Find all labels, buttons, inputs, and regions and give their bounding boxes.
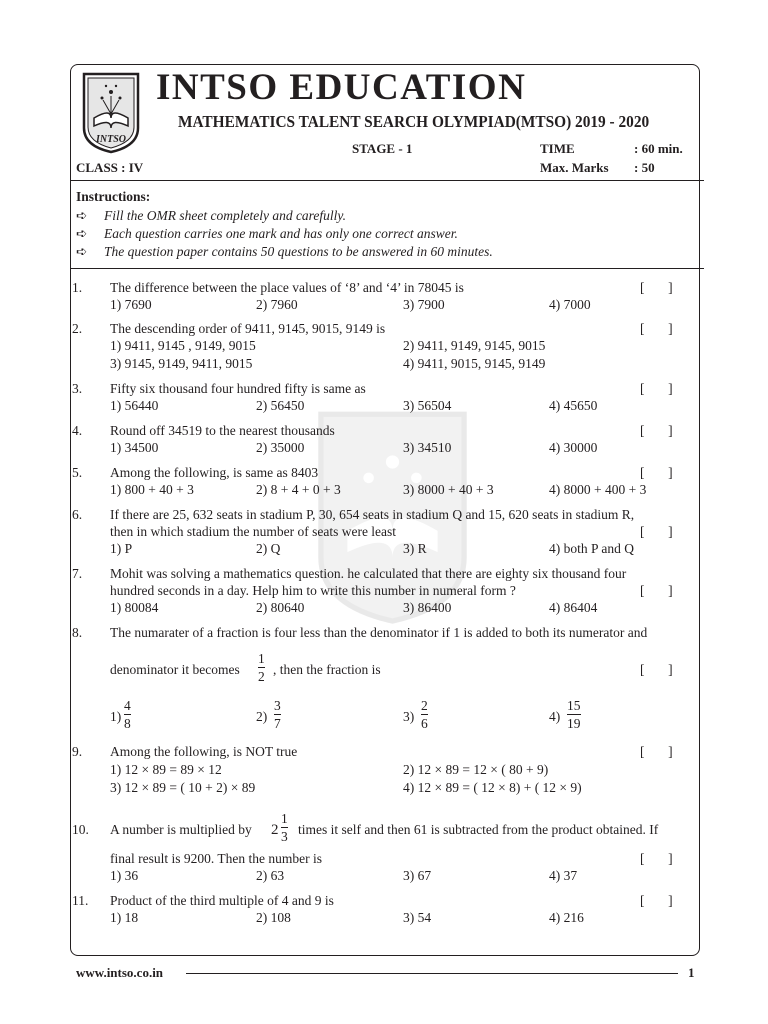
option-fraction: 4 8 [124,698,131,731]
option: 2) 35000 [256,440,305,455]
exam-subtitle: MATHEMATICS TALENT SEARCH OLYMPIAD(MTSO) 2019 - 2020 [178,112,650,131]
question-text: If there are 25, 632 seats in stadium P, 30, 654 seats in stadium Q and 15, 620 seats in stadium R, [110,507,635,522]
option: 1) 7690 [110,297,152,312]
question-number: 10. [72,822,89,837]
option: 3) 8000 + 40 + 3 [403,482,494,497]
answer-bracket: [ ] [640,321,673,336]
option: 3) 86400 [403,600,452,615]
arrow-icon: ➪ [76,244,88,259]
footer-website-link[interactable]: www.intso.co.in [76,965,164,980]
instruction-item: ➪ The question paper contains 50 questions to be answered in 60 minutes. [76,244,493,259]
option: 1) 34500 [110,440,159,455]
option: 4) 30000 [549,440,598,455]
question-text: Among the following, is same as 8403 [110,465,319,480]
option: 2) 7960 [256,297,298,312]
option: 3) 34510 [403,440,452,455]
footer-rule [186,973,678,974]
arrow-icon: ➪ [76,208,88,223]
option: 1) 56440 [110,398,159,413]
question-number: 6. [72,507,83,522]
answer-bracket: [ ] [640,893,673,908]
answer-bracket: [ ] [640,851,673,866]
option: 3) 54 [403,910,432,925]
option: 3) 56504 [403,398,452,413]
instruction-item: ➪ Fill the OMR sheet completely and carefully. [76,208,347,223]
question-number: 2. [72,321,83,336]
question-number: 3. [72,381,83,396]
instructions-divider [70,268,704,269]
brand-title: INTSO EDUCATION [156,67,527,108]
answer-bracket: [ ] [640,662,673,677]
question-number: 4. [72,423,83,438]
option: 2) 63 [256,868,285,883]
option: 2) 9411, 9149, 9145, 9015 [403,338,546,353]
answer-bracket: [ ] [640,280,673,295]
option-fraction: 3 7 [274,698,281,731]
question-text: Product of the third multiple of 4 and 9 is [110,893,334,908]
question-text: Among the following, is NOT true [110,744,298,759]
option: 2) 8 + 4 + 0 + 3 [256,482,341,497]
option: 3) 9145, 9149, 9411, 9015 [110,356,253,371]
option: 4) 86404 [549,600,598,615]
option: 1) 36 [110,868,139,883]
option: 2) Q [256,541,281,556]
header-divider [70,180,704,181]
option: 4) 7000 [549,297,591,312]
option: 1) 18 [110,910,139,925]
answer-bracket: [ ] [640,381,673,396]
option: 2) 56450 [256,398,305,413]
time-label: TIME [540,141,575,156]
option: 4) 216 [549,910,584,925]
option-label: 3) [403,709,415,724]
class-label: CLASS : IV [76,160,144,175]
question-text: The numarater of a fraction is four less than the denominator if 1 is added to both its numerator and [110,625,648,640]
option-fraction: 2 6 [421,698,428,731]
option: 4) 45650 [549,398,598,413]
svg-text:INTSO: INTSO [95,134,127,145]
time-value: : 60 min. [634,141,683,156]
question-text: Fifty six thousand four hundred fifty is same as [110,381,366,396]
instructions-title: Instructions: [76,189,151,204]
option: 1) 9411, 9145 , 9149, 9015 [110,338,256,353]
option: 3) 7900 [403,297,445,312]
question-number: 9. [72,744,83,759]
question-number: 5. [72,465,83,480]
question-text: The difference between the place values of ‘8’ and ‘4’ in 78045 is [110,280,464,295]
question-text-line2-end: , then the fraction is [273,662,381,677]
mixed-number-whole: 2 [271,822,279,838]
option: 2) 80640 [256,600,305,615]
option: 4) 9411, 9015, 9145, 9149 [403,356,546,371]
option: 1) 800 + 40 + 3 [110,482,194,497]
question-text-line2: hundred seconds in a day. Help him to write this number in numeral form ? [110,583,516,598]
option: 4) 37 [549,868,578,883]
marks-label: Max. Marks [540,160,609,175]
question-text-line2: final result is 9200. Then the number is [110,851,322,866]
mixed-number-fraction: 1 3 [281,811,288,844]
answer-bracket: [ ] [640,465,673,480]
option: 1) 12 × 89 = 89 × 12 [110,762,222,777]
option-fraction: 15 19 [567,698,581,731]
option-label: 4) [549,709,561,724]
instruction-item: ➪ Each question carries one mark and has only one correct answer. [76,226,458,241]
arrow-icon: ➪ [76,226,88,241]
fraction: 1 2 [258,651,265,684]
option-label: 1) [110,709,122,724]
question-text: The descending order of 9411, 9145, 9015, 9149 is [110,321,386,336]
option: 2) 108 [256,910,291,925]
marks-value: : 50 [634,160,655,175]
question-text: Round off 34519 to the nearest thousands [110,423,335,438]
answer-bracket: [ ] [640,744,673,759]
page-number: 1 [688,965,695,980]
question-number: 8. [72,625,83,640]
option: 4) 12 × 89 = ( 12 × 8) + ( 12 × 9) [403,780,582,795]
answer-bracket: [ ] [640,423,673,438]
answer-bracket: [ ] [640,524,673,539]
option: 3) 67 [403,868,432,883]
stage-label: STAGE - 1 [352,141,413,156]
option: 3) 12 × 89 = ( 10 + 2) × 89 [110,780,256,795]
question-number: 11. [72,893,89,908]
option: 4) both P and Q [549,541,634,556]
intso-logo [78,70,144,154]
option: 3) R [403,541,427,556]
question-text: A number is multiplied by [110,822,252,837]
option: 2) 12 × 89 = 12 × ( 80 + 9) [403,762,549,777]
option: 4) 8000 + 400 + 3 [549,482,647,497]
question-text-cont: times it self and then 61 is subtracted from the product obtained. If [298,822,659,837]
question-text-line2: then in which stadium the number of seats were least [110,524,397,539]
answer-bracket: [ ] [640,583,673,598]
option: 1) 80084 [110,600,159,615]
question-number: 1. [72,280,83,295]
question-text-line2: denominator it becomes [110,662,240,677]
question-text: Mohit was solving a mathematics question. he calculated that there are eighty six thousand four [110,566,627,581]
option: 1) P [110,541,133,556]
option-label: 2) [256,709,268,724]
question-number: 7. [72,566,83,581]
